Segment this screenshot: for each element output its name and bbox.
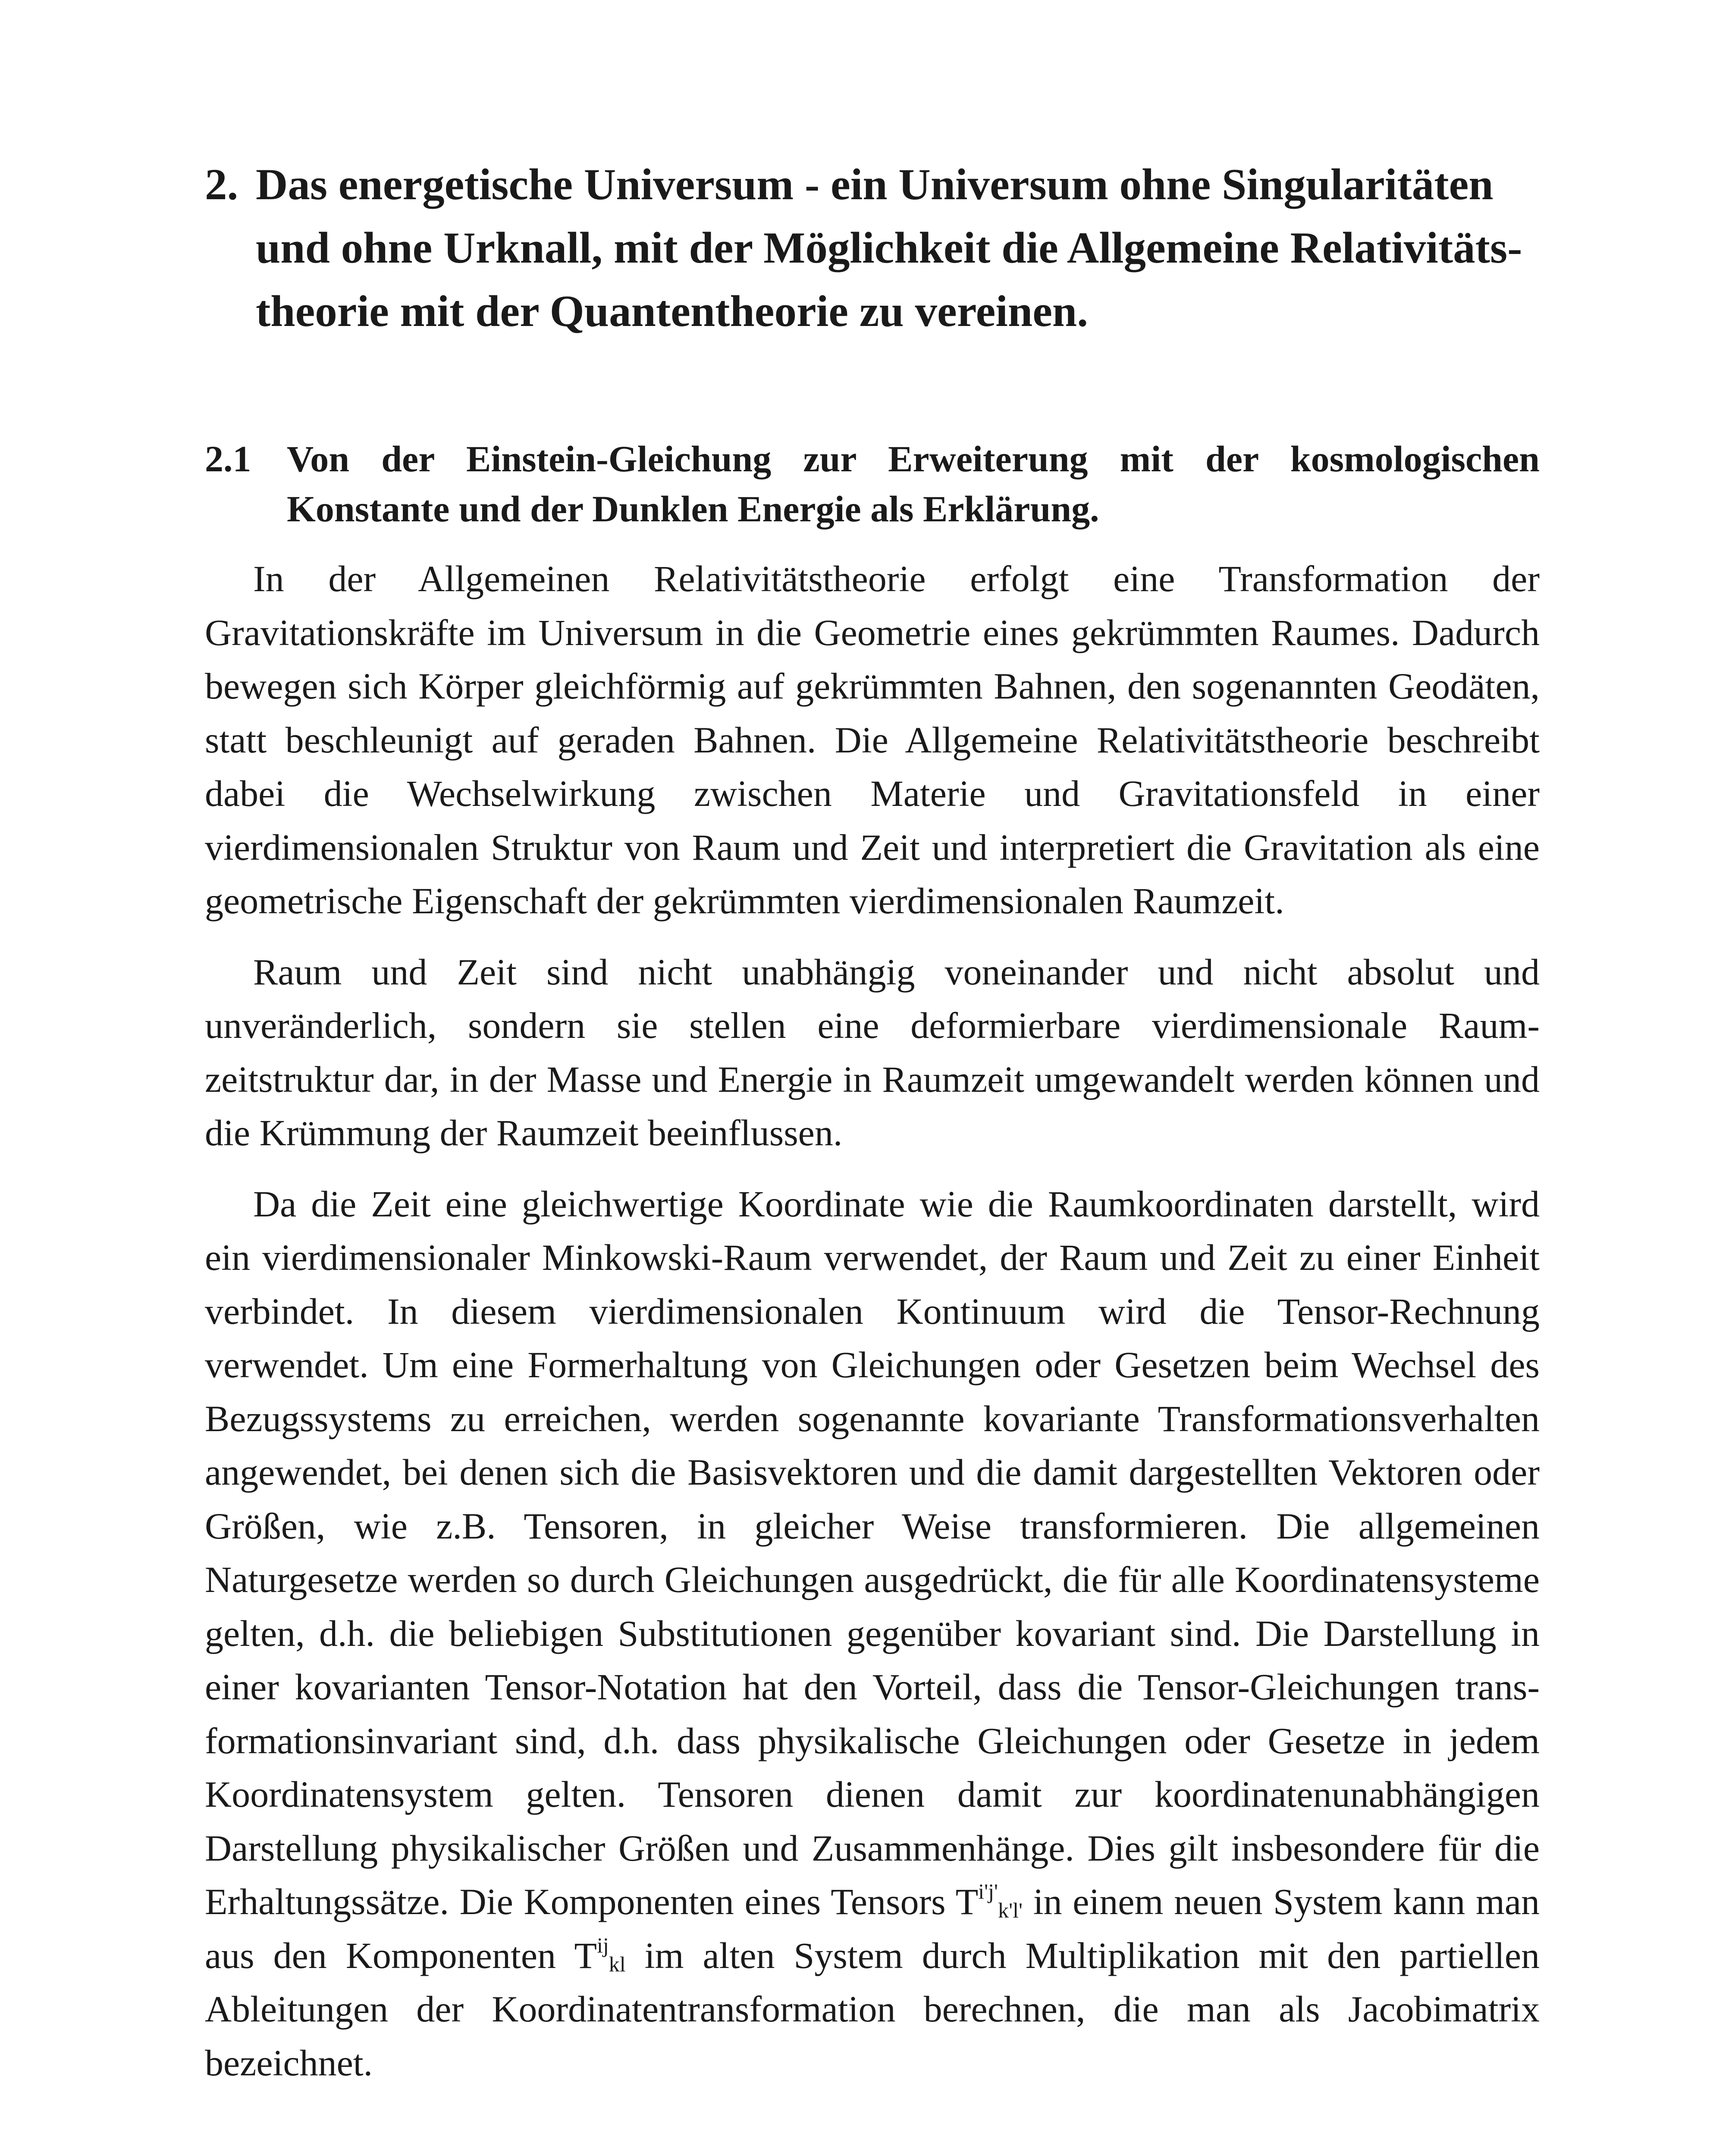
tensor-new-superscript: i'j' bbox=[978, 1879, 998, 1903]
chapter-number: 2. bbox=[205, 160, 238, 209]
paragraph-2: Raum und Zeit sind nicht unabhängig voneinander und nicht absolut und unveränderlich, sondern sie stellen eine deformierbare vierdimensionale Raumzeitstruktur dar, in der Masse und Energie in Raumzeit umgewandelt werden können und die Krümmung der Raumzeit beeinflussen. bbox=[205, 951, 1540, 1153]
tensor-old-subscript: kl bbox=[609, 1952, 626, 1976]
page-content bbox=[205, 153, 1540, 2090]
paragraph-3-text: Da die Zeit eine gleichwertige Koordinate wie die Raumkoordinaten darstellt, wird ein vierdimensionaler Minkowski-Raum verwendet, der Raum und Zeit zu einer Einheit verbindet. In diesem vierdimensionalen Kontinuum wird die Tensor-Rechnung verwendet. Um eine Formerhaltung von Gleichungen oder Gesetzen beim Wechsel des Bezugssystems zu erreichen, werden sogenannte kovariante Transformationsverhalten angewendet, bei denen sich die Basisvektoren und die damit dargestellten Vektoren oder Größen, wie z.B. Tensoren, in gleicher Weise transformieren. Die allgemeinen Naturgesetze werden so durch Gleichungen ausgedrückt, die für alle Koordinatensysteme gelten, d.h. die beliebigen Substitutionen gegenüber kovariant sind. Die Darstellung in einer kovarianten Tensor-Notation hat den Vorteil, dass die Tensor-Gleichungen transformationsinvariant sind, d.h. dass physikalische Gleichungen oder Gesetze in jedem Koordinatensystem gelten. Tensoren dienen damit zur koordinatenunabhängigen Darstellung physikalischer Größen und Zusammenhänge. Dies gilt insbesondere für die Erhaltungssätze. Die Komponenten eines Tensors bbox=[205, 1183, 1540, 1922]
paragraph-3-text-end: im alten System durch Multiplikation mit den partiellen Ableitungen der Koordinatentransformation berechnen, die man als Jacobimatrix bezeichnet. bbox=[205, 1934, 1540, 2084]
tensor-old-system bbox=[574, 1935, 625, 1976]
tensor-old-superscript: ij bbox=[596, 1933, 609, 1957]
chapter-heading bbox=[205, 153, 1540, 343]
section-number: 2.1 bbox=[205, 438, 251, 479]
paragraph-3 bbox=[205, 1177, 1540, 2090]
section-heading bbox=[205, 434, 1540, 534]
tensor-new-base: T bbox=[955, 1881, 979, 1922]
paragraph-1: In der Allgemeinen Relativitätstheorie erfolgt eine Transformation der Gravitationskräfte im Universum in die Geometrie eines gekrümmten Raumes. Dadurch bewegen sich Körper gleichförmig auf gekrümmten Bahnen, den sogenannten Geodäten, statt beschleunigt auf geraden Bahnen. Die Allgemeine Relativitätstheorie beschreibt dabei die Wechselwirkung zwischen Materie und Gravitationsfeld in einer vierdimensionalen Struktur von Raum und Zeit und interpretiert die Gravitation als eine geometrische Eigenschaft der gekrümmten vierdimensionalen Raumzeit. bbox=[205, 558, 1540, 921]
tensor-old-base: T bbox=[574, 1934, 597, 1976]
tensor-new-system bbox=[956, 1881, 1023, 1922]
section-title: Von der Einstein-Gleichung zur Erweiterung mit der kosmologischen Konstante und der Dunklen Energie als Erklärung. bbox=[287, 438, 1540, 530]
chapter-title: Das energetische Universum - ein Universum ohne Singularitäten und ohne Urknall, mit der Möglichkeit die Allgemeine Relativitätstheorie mit der Quantentheorie zu vereinen. bbox=[256, 160, 1522, 336]
tensor-new-subscript: k'l' bbox=[998, 1898, 1023, 1922]
paragraph-3-text-mid: in einem neuen System kann man aus den Komponenten bbox=[205, 1881, 1540, 1976]
